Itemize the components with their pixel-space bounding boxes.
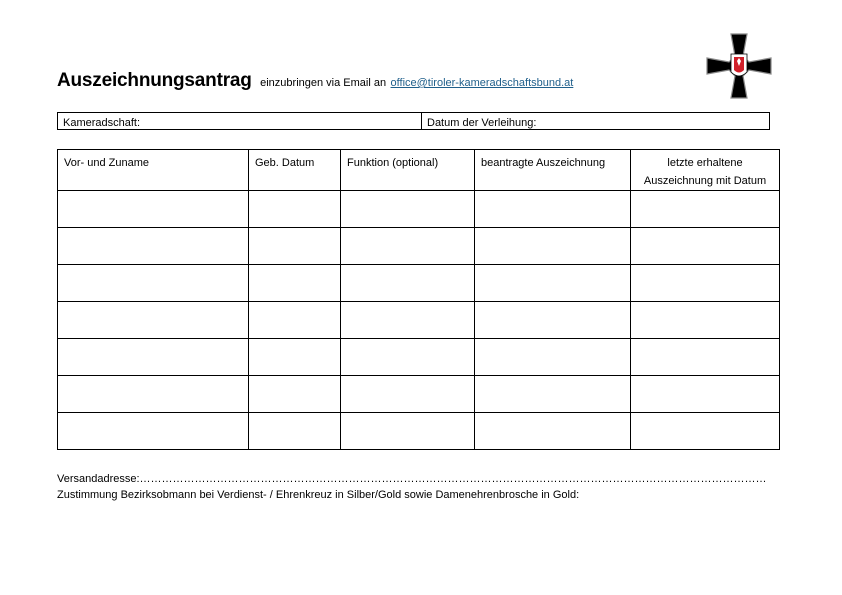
table-cell[interactable] — [475, 302, 631, 339]
col-auszeichnung: beantragte Auszeichnung — [475, 150, 631, 191]
table-cell[interactable] — [58, 413, 249, 450]
table-cell[interactable] — [58, 265, 249, 302]
table-cell[interactable] — [631, 265, 780, 302]
table-cell[interactable] — [341, 413, 475, 450]
col-funktion: Funktion (optional) — [341, 150, 475, 191]
table-header-row — [58, 150, 780, 191]
table-row — [58, 265, 780, 302]
table-cell[interactable] — [58, 339, 249, 376]
table-cell[interactable] — [341, 376, 475, 413]
table-cell[interactable] — [249, 302, 341, 339]
col-name: Vor- und Zuname — [58, 150, 249, 191]
table-cell[interactable] — [341, 302, 475, 339]
document-subtitle: einzubringen via Email an — [260, 77, 387, 89]
col-geb-datum: Geb. Datum — [249, 150, 341, 191]
table-cell[interactable] — [249, 339, 341, 376]
table-cell[interactable] — [631, 376, 780, 413]
table-cell[interactable] — [475, 191, 631, 228]
table-cell[interactable] — [58, 302, 249, 339]
table-cell[interactable] — [475, 228, 631, 265]
table-cell[interactable] — [249, 376, 341, 413]
table-cell[interactable] — [249, 265, 341, 302]
table-row — [58, 339, 780, 376]
email-link[interactable]: office@tiroler-kameradschaftsbund.at — [390, 77, 574, 89]
table-cell[interactable] — [58, 191, 249, 228]
table-cell[interactable] — [249, 191, 341, 228]
table-cell[interactable] — [341, 265, 475, 302]
table-cell[interactable] — [341, 228, 475, 265]
table-row — [58, 302, 780, 339]
table-cell[interactable] — [341, 191, 475, 228]
table-cell[interactable] — [475, 265, 631, 302]
table-cell[interactable] — [475, 376, 631, 413]
table-cell[interactable] — [58, 228, 249, 265]
table-cell[interactable] — [631, 413, 780, 450]
table-cell[interactable] — [249, 413, 341, 450]
table-row — [58, 228, 780, 265]
document-title: Auszeichnungsantrag — [57, 70, 252, 91]
table-row — [58, 413, 780, 450]
table-row — [58, 376, 780, 413]
table-row — [58, 191, 780, 228]
zustimmung-line[interactable]: Zustimmung Bezirksobmann bei Verdienst- / Ehrenkreuz in Silber/Gold sowie Damenehrenbrosche in Gold: — [57, 489, 580, 501]
iron-cross-eagle-icon — [705, 32, 773, 100]
table-cell[interactable] — [341, 339, 475, 376]
kameradschaft-field[interactable]: Kameradschaft: — [58, 113, 422, 129]
datum-verleihung-field[interactable]: Datum der Verleihung: — [427, 117, 537, 129]
document-heading — [57, 70, 573, 92]
footer — [57, 471, 767, 503]
table-cell[interactable] — [631, 302, 780, 339]
col-letzte-auszeichnung: letzte erhaltene Auszeichnung mit Datum — [631, 150, 780, 191]
table-cell[interactable] — [249, 228, 341, 265]
info-bar — [57, 112, 770, 130]
table-cell[interactable] — [58, 376, 249, 413]
table-cell[interactable] — [475, 413, 631, 450]
table-cell[interactable] — [631, 228, 780, 265]
application-table — [57, 149, 780, 450]
table-cell[interactable] — [631, 191, 780, 228]
table-cell[interactable] — [631, 339, 780, 376]
versandadresse-line[interactable]: Versandadresse:……………………………………………………………………………………………………………………………………………………… — [57, 473, 767, 485]
table-cell[interactable] — [475, 339, 631, 376]
